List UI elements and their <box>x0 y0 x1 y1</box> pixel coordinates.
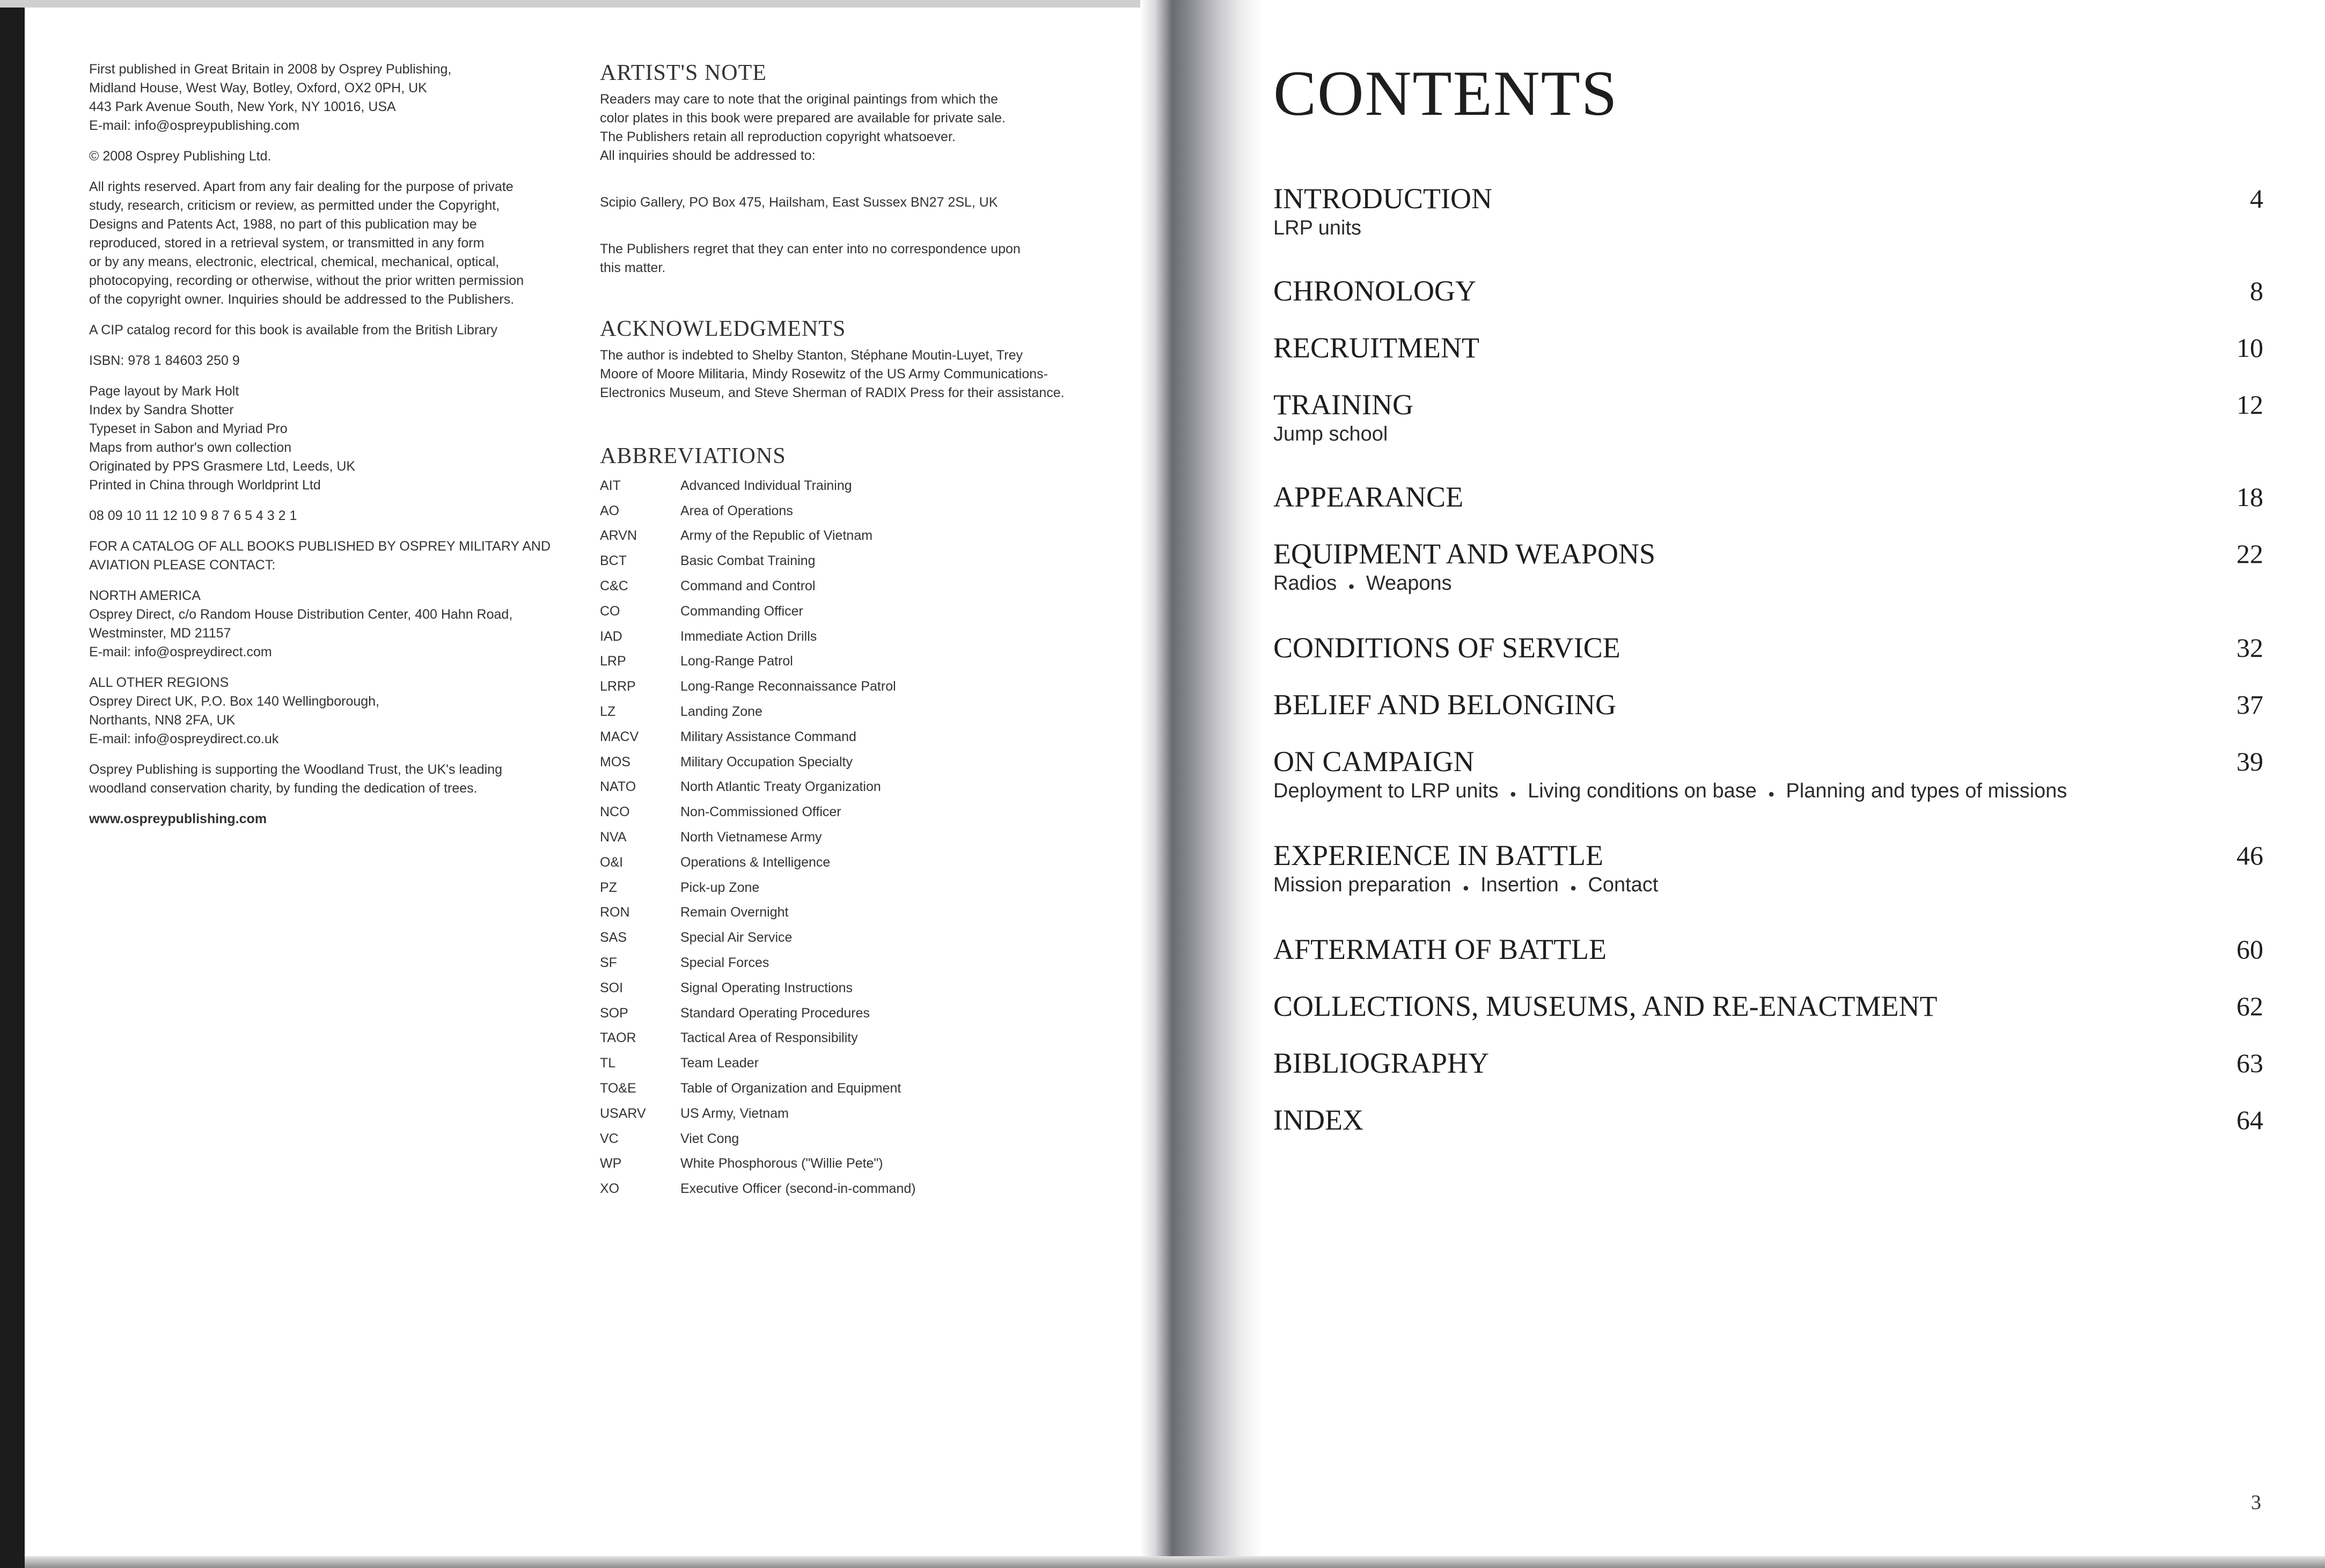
toc-chapter-title: ON CAMPAIGN <box>1273 745 1475 778</box>
abbreviation-definition: White Phosphorous ("Willie Pete") <box>680 1156 883 1171</box>
abbreviation-row <box>600 649 1115 675</box>
toc-page-number: 64 <box>2236 1105 2263 1135</box>
abbreviation-row <box>600 724 1115 750</box>
abbreviation-definition: Table of Organization and Equipment <box>680 1081 901 1096</box>
abbreviation-code: MOS <box>600 754 630 770</box>
abbreviation-code: LRRP <box>600 679 636 694</box>
abbreviation-definition: Tactical Area of Responsibility <box>680 1030 858 1046</box>
toc-entry[interactable] <box>1273 745 2263 805</box>
abbreviation-definition: North Atlantic Treaty Organization <box>680 779 881 795</box>
abbreviation-code: TO&E <box>600 1081 636 1096</box>
abbreviation-code: O&I <box>600 854 624 870</box>
abbreviation-definition: Non-Commissioned Officer <box>680 804 841 820</box>
abbreviation-definition: Area of Operations <box>680 503 793 518</box>
abbreviation-code: SOI <box>600 980 624 995</box>
abbreviation-code: BCT <box>600 553 627 569</box>
abbreviation-code: NVA <box>600 830 627 845</box>
abbreviation-code: AIT <box>600 478 621 493</box>
toc-page-number: 10 <box>2236 333 2263 363</box>
abbreviation-row <box>600 499 1115 524</box>
abbreviation-code: XO <box>600 1181 620 1197</box>
toc-page-number: 39 <box>2236 746 2263 776</box>
toc-page-number: 63 <box>2236 1048 2263 1078</box>
abbreviation-code: NATO <box>600 779 636 795</box>
toc-entry[interactable] <box>1273 538 2263 597</box>
abbreviation-code: LZ <box>600 704 616 720</box>
publisher-info: First published in Great Britain in 2008 by Osprey Publishing, Midland House, West Way, Botley, Oxford, OX2 0PH, UK 443 Park Avenue South, New York, NY 10016, USA E-mail: info@ospreypublishing.com <box>89 62 452 133</box>
toc-page-number: 62 <box>2236 991 2263 1021</box>
toc-entry[interactable] <box>1273 182 2263 240</box>
abbreviation-code: MACV <box>600 729 639 744</box>
isbn: ISBN: 978 1 84603 250 9 <box>89 353 240 368</box>
toc-subsection[interactable]: Radios <box>1273 572 1337 595</box>
abbreviation-code: ARVN <box>600 528 637 544</box>
artists-note-heading: ARTIST'S NOTE <box>600 61 767 85</box>
abbreviation-definition: Remain Overnight <box>680 905 789 920</box>
abbreviation-code: WP <box>600 1156 622 1171</box>
abbreviation-code: AO <box>600 503 620 518</box>
abbreviation-code: LRP <box>600 654 626 669</box>
book-gutter-shadow <box>1140 0 1264 1568</box>
toc-subsection[interactable]: Jump school <box>1273 423 1388 445</box>
abbreviation-definition: Pick-up Zone <box>680 880 760 895</box>
toc-subsection[interactable]: Mission preparation <box>1273 874 1451 896</box>
abbreviation-row <box>600 1051 1115 1076</box>
toc-chapter-title: INDEX <box>1273 1104 1363 1136</box>
toc-subsections <box>1273 422 2263 446</box>
toc-page-number: 46 <box>2236 840 2263 870</box>
toc-subsection[interactable]: Insertion <box>1480 874 1559 896</box>
rights-statement: All rights reserved. Apart from any fair dealing for the purpose of private study, research, criticism or review, as permitted under the Copyright, Designs and Patents Act, 1988, no part of this publication may be reproduced, stored in a retrieval system, or transmitted in any form or by any means, electronic, electrical, chemical, mechanical, optical, photocopying, recording or otherwise, without the prior written permission of the copyright owner. Inquiries should be addressed to the Publishers. <box>89 179 524 307</box>
abbreviation-definition: Executive Officer (second-in-command) <box>680 1181 916 1197</box>
scan-left-edge <box>0 0 25 1568</box>
abbreviation-row <box>600 1152 1115 1177</box>
separator-bullet: • <box>1570 880 1576 897</box>
abbreviation-row <box>600 674 1115 699</box>
abbreviation-row <box>600 1001 1115 1026</box>
abbreviation-definition: Military Occupation Specialty <box>680 754 853 770</box>
toc-chapter-title: EQUIPMENT AND WEAPONS <box>1273 538 1656 570</box>
abbreviation-row <box>600 574 1115 599</box>
abbreviation-row <box>600 473 1115 499</box>
toc-entry[interactable] <box>1273 275 2263 307</box>
toc-chapter-title: AFTERMATH OF BATTLE <box>1273 933 1607 965</box>
toc-entry[interactable] <box>1273 481 2263 513</box>
abbreviation-row <box>600 976 1115 1001</box>
abbreviation-definition: Special Forces <box>680 955 769 971</box>
abbreviation-row <box>600 950 1115 976</box>
toc-chapter-title: CHRONOLOGY <box>1273 275 1476 307</box>
toc-subsection[interactable]: Planning and types of missions <box>1786 780 2067 802</box>
abbreviation-row <box>600 1026 1115 1051</box>
toc-chapter-title: BIBLIOGRAPHY <box>1273 1047 1490 1079</box>
abbreviation-definition: Basic Combat Training <box>680 553 816 569</box>
toc-subsection[interactable]: Weapons <box>1366 572 1452 595</box>
toc-subsection[interactable]: LRP units <box>1273 217 1362 239</box>
abbreviation-code: TAOR <box>600 1030 636 1046</box>
abbreviation-row <box>600 1126 1115 1152</box>
toc-chapter-title: COLLECTIONS, MUSEUMS, AND RE-ENACTMENT <box>1273 990 1938 1022</box>
abbreviation-row <box>600 548 1115 574</box>
separator-bullet: • <box>1510 786 1516 803</box>
toc-chapter-title: TRAINING <box>1273 389 1413 421</box>
toc-page-number: 37 <box>2236 690 2263 720</box>
toc-chapter-title: CONDITIONS OF SERVICE <box>1273 632 1620 664</box>
production-credits: Page layout by Mark Holt Index by Sandra Shotter Typeset in Sabon and Myriad Pro Maps from author's own collection Originated by PPS Grasmere Ltd, Leeds, UK Printed in China through Worldprint Ltd <box>89 384 356 493</box>
abbreviation-code: CO <box>600 603 620 619</box>
toc-entry[interactable] <box>1273 839 2263 899</box>
abbreviation-definition: Army of the Republic of Vietnam <box>680 528 873 544</box>
abbreviation-row <box>600 624 1115 649</box>
abbreviation-row <box>600 800 1115 825</box>
toc-entry[interactable] <box>1273 1104 2263 1136</box>
toc-chapter-title: EXPERIENCE IN BATTLE <box>1273 839 1603 871</box>
toc-subsection[interactable]: Deployment to LRP units <box>1273 780 1499 802</box>
toc-subsections <box>1273 216 2263 240</box>
toc-page-number: 4 <box>2250 184 2263 214</box>
toc-subsections <box>1273 779 2263 805</box>
abbreviation-code: NCO <box>600 804 630 820</box>
toc-page-number: 12 <box>2236 390 2263 420</box>
abbreviation-definition: Military Assistance Command <box>680 729 856 744</box>
abbreviation-code: RON <box>600 905 630 920</box>
toc-page-number: 8 <box>2250 276 2263 306</box>
copyright-line: © 2008 Osprey Publishing Ltd. <box>89 149 272 164</box>
abbreviation-row <box>600 900 1115 926</box>
abbreviation-definition: Team Leader <box>680 1056 759 1071</box>
correspondence-note: The Publishers regret that they can enter into no correspondence upon this matter. <box>600 241 1021 275</box>
abbreviations-heading: ABBREVIATIONS <box>600 444 786 468</box>
abbreviation-row <box>600 850 1115 875</box>
page-number: 3 <box>2251 1491 2261 1514</box>
toc-subsections <box>1273 873 2263 899</box>
abbreviation-definition: Operations & Intelligence <box>680 854 831 870</box>
abbreviation-definition: Landing Zone <box>680 704 762 720</box>
abbreviation-definition: Commanding Officer <box>680 603 803 619</box>
toc-entry[interactable] <box>1273 632 2263 664</box>
website-link[interactable]: www.ospreypublishing.com <box>89 811 267 826</box>
toc-subsection[interactable]: Living conditions on base <box>1528 780 1757 802</box>
contents-title: CONTENTS <box>1273 57 1618 129</box>
abbreviation-row <box>600 599 1115 624</box>
toc-chapter-title: BELIEF AND BELONGING <box>1273 688 1616 721</box>
abbreviation-code: TL <box>600 1056 616 1071</box>
table-of-contents <box>1273 182 2263 1161</box>
abbreviation-row <box>600 775 1115 800</box>
abbreviation-definition: Signal Operating Instructions <box>680 980 853 995</box>
other-regions-contact: ALL OTHER REGIONS Osprey Direct UK, P.O. Box 140 Wellingborough, Northants, NN8 2FA, UK E-mail: info@ospreydirect.co.uk <box>89 675 380 746</box>
abbreviation-definition: Viet Cong <box>680 1131 739 1146</box>
toc-entry[interactable] <box>1273 1047 2263 1079</box>
abbreviation-code: PZ <box>600 880 617 895</box>
abbreviation-code: C&C <box>600 578 628 594</box>
abbreviation-code: VC <box>600 1131 619 1146</box>
abbreviation-row <box>600 875 1115 900</box>
cip-record: A CIP catalog record for this book is available from the British Library <box>89 323 497 338</box>
abbreviation-row <box>600 1101 1115 1126</box>
abbreviation-definition: Immediate Action Drills <box>680 628 817 644</box>
abbreviation-definition: Special Air Service <box>680 930 793 946</box>
abbreviation-definition: Advanced Individual Training <box>680 478 852 493</box>
abbreviation-row <box>600 699 1115 724</box>
gallery-address: Scipio Gallery, PO Box 475, Hailsham, East Sussex BN27 2SL, UK <box>600 195 998 210</box>
abbreviation-row <box>600 750 1115 775</box>
catalog-notice: FOR A CATALOG OF ALL BOOKS PUBLISHED BY OSPREY MILITARY AND AVIATION PLEASE CONTACT: <box>89 539 551 573</box>
woodland-trust-note: Osprey Publishing is supporting the Woodland Trust, the UK's leading woodland conservation charity, by funding the dedication of trees. <box>89 762 503 796</box>
abbreviation-row <box>600 524 1115 549</box>
colophon-column <box>89 60 604 840</box>
toc-subsections <box>1273 571 2263 597</box>
toc-entry[interactable] <box>1273 688 2263 721</box>
separator-bullet: • <box>1463 880 1469 897</box>
abbreviation-definition: North Vietnamese Army <box>680 830 822 845</box>
acknowledgments-heading: ACKNOWLEDGMENTS <box>600 317 846 341</box>
artists-note-body: Readers may care to note that the original paintings from which the color plates in this book were prepared are available for private sale. The Publishers retain all reproduction copyright whatsoever. All inquiries should be addressed to: <box>600 92 1006 163</box>
abbreviation-code: SF <box>600 955 617 971</box>
abbreviations-list <box>600 473 1115 1201</box>
abbreviation-definition: Standard Operating Procedures <box>680 1005 870 1021</box>
notes-column <box>600 60 1115 1201</box>
abbreviation-code: USARV <box>600 1105 646 1121</box>
toc-entry[interactable] <box>1273 990 2263 1022</box>
abbreviation-code: SOP <box>600 1005 628 1021</box>
toc-entry[interactable] <box>1273 332 2263 364</box>
abbreviation-row <box>600 825 1115 850</box>
toc-entry[interactable] <box>1273 389 2263 446</box>
north-america-contact: NORTH AMERICA Osprey Direct, c/o Random House Distribution Center, 400 Hahn Road, Westminster, MD 21157 E-mail: info@ospreydirect.com <box>89 588 513 660</box>
abbreviation-definition: Command and Control <box>680 578 816 594</box>
toc-page-number: 32 <box>2236 633 2263 663</box>
abbreviation-row <box>600 1076 1115 1101</box>
printing-line: 08 09 10 11 12 10 9 8 7 6 5 4 3 2 1 <box>89 508 297 523</box>
toc-page-number: 60 <box>2236 934 2263 964</box>
acknowledgments-body: The author is indebted to Shelby Stanton, Stéphane Moutin-Luyet, Trey Moore of Moore Militaria, Mindy Rosewitz of the US Army Communications- Electronics Museum, and Steve Sherman of RADIX Press for their assistance. <box>600 348 1065 400</box>
toc-page-number: 22 <box>2236 539 2263 569</box>
abbreviation-definition: Long-Range Reconnaissance Patrol <box>680 679 896 694</box>
toc-chapter-title: INTRODUCTION <box>1273 182 1492 215</box>
abbreviation-code: SAS <box>600 930 627 946</box>
abbreviation-definition: Long-Range Patrol <box>680 654 793 669</box>
separator-bullet: • <box>1768 786 1774 803</box>
abbreviation-row <box>600 925 1115 950</box>
abbreviation-definition: US Army, Vietnam <box>680 1105 789 1121</box>
toc-subsection[interactable]: Contact <box>1588 874 1659 896</box>
abbreviation-code: IAD <box>600 628 622 644</box>
separator-bullet: • <box>1348 578 1354 596</box>
toc-entry[interactable] <box>1273 933 2263 965</box>
abbreviation-row <box>600 1176 1115 1201</box>
toc-chapter-title: RECRUITMENT <box>1273 332 1479 364</box>
toc-chapter-title: APPEARANCE <box>1273 481 1464 513</box>
toc-page-number: 18 <box>2236 482 2263 512</box>
